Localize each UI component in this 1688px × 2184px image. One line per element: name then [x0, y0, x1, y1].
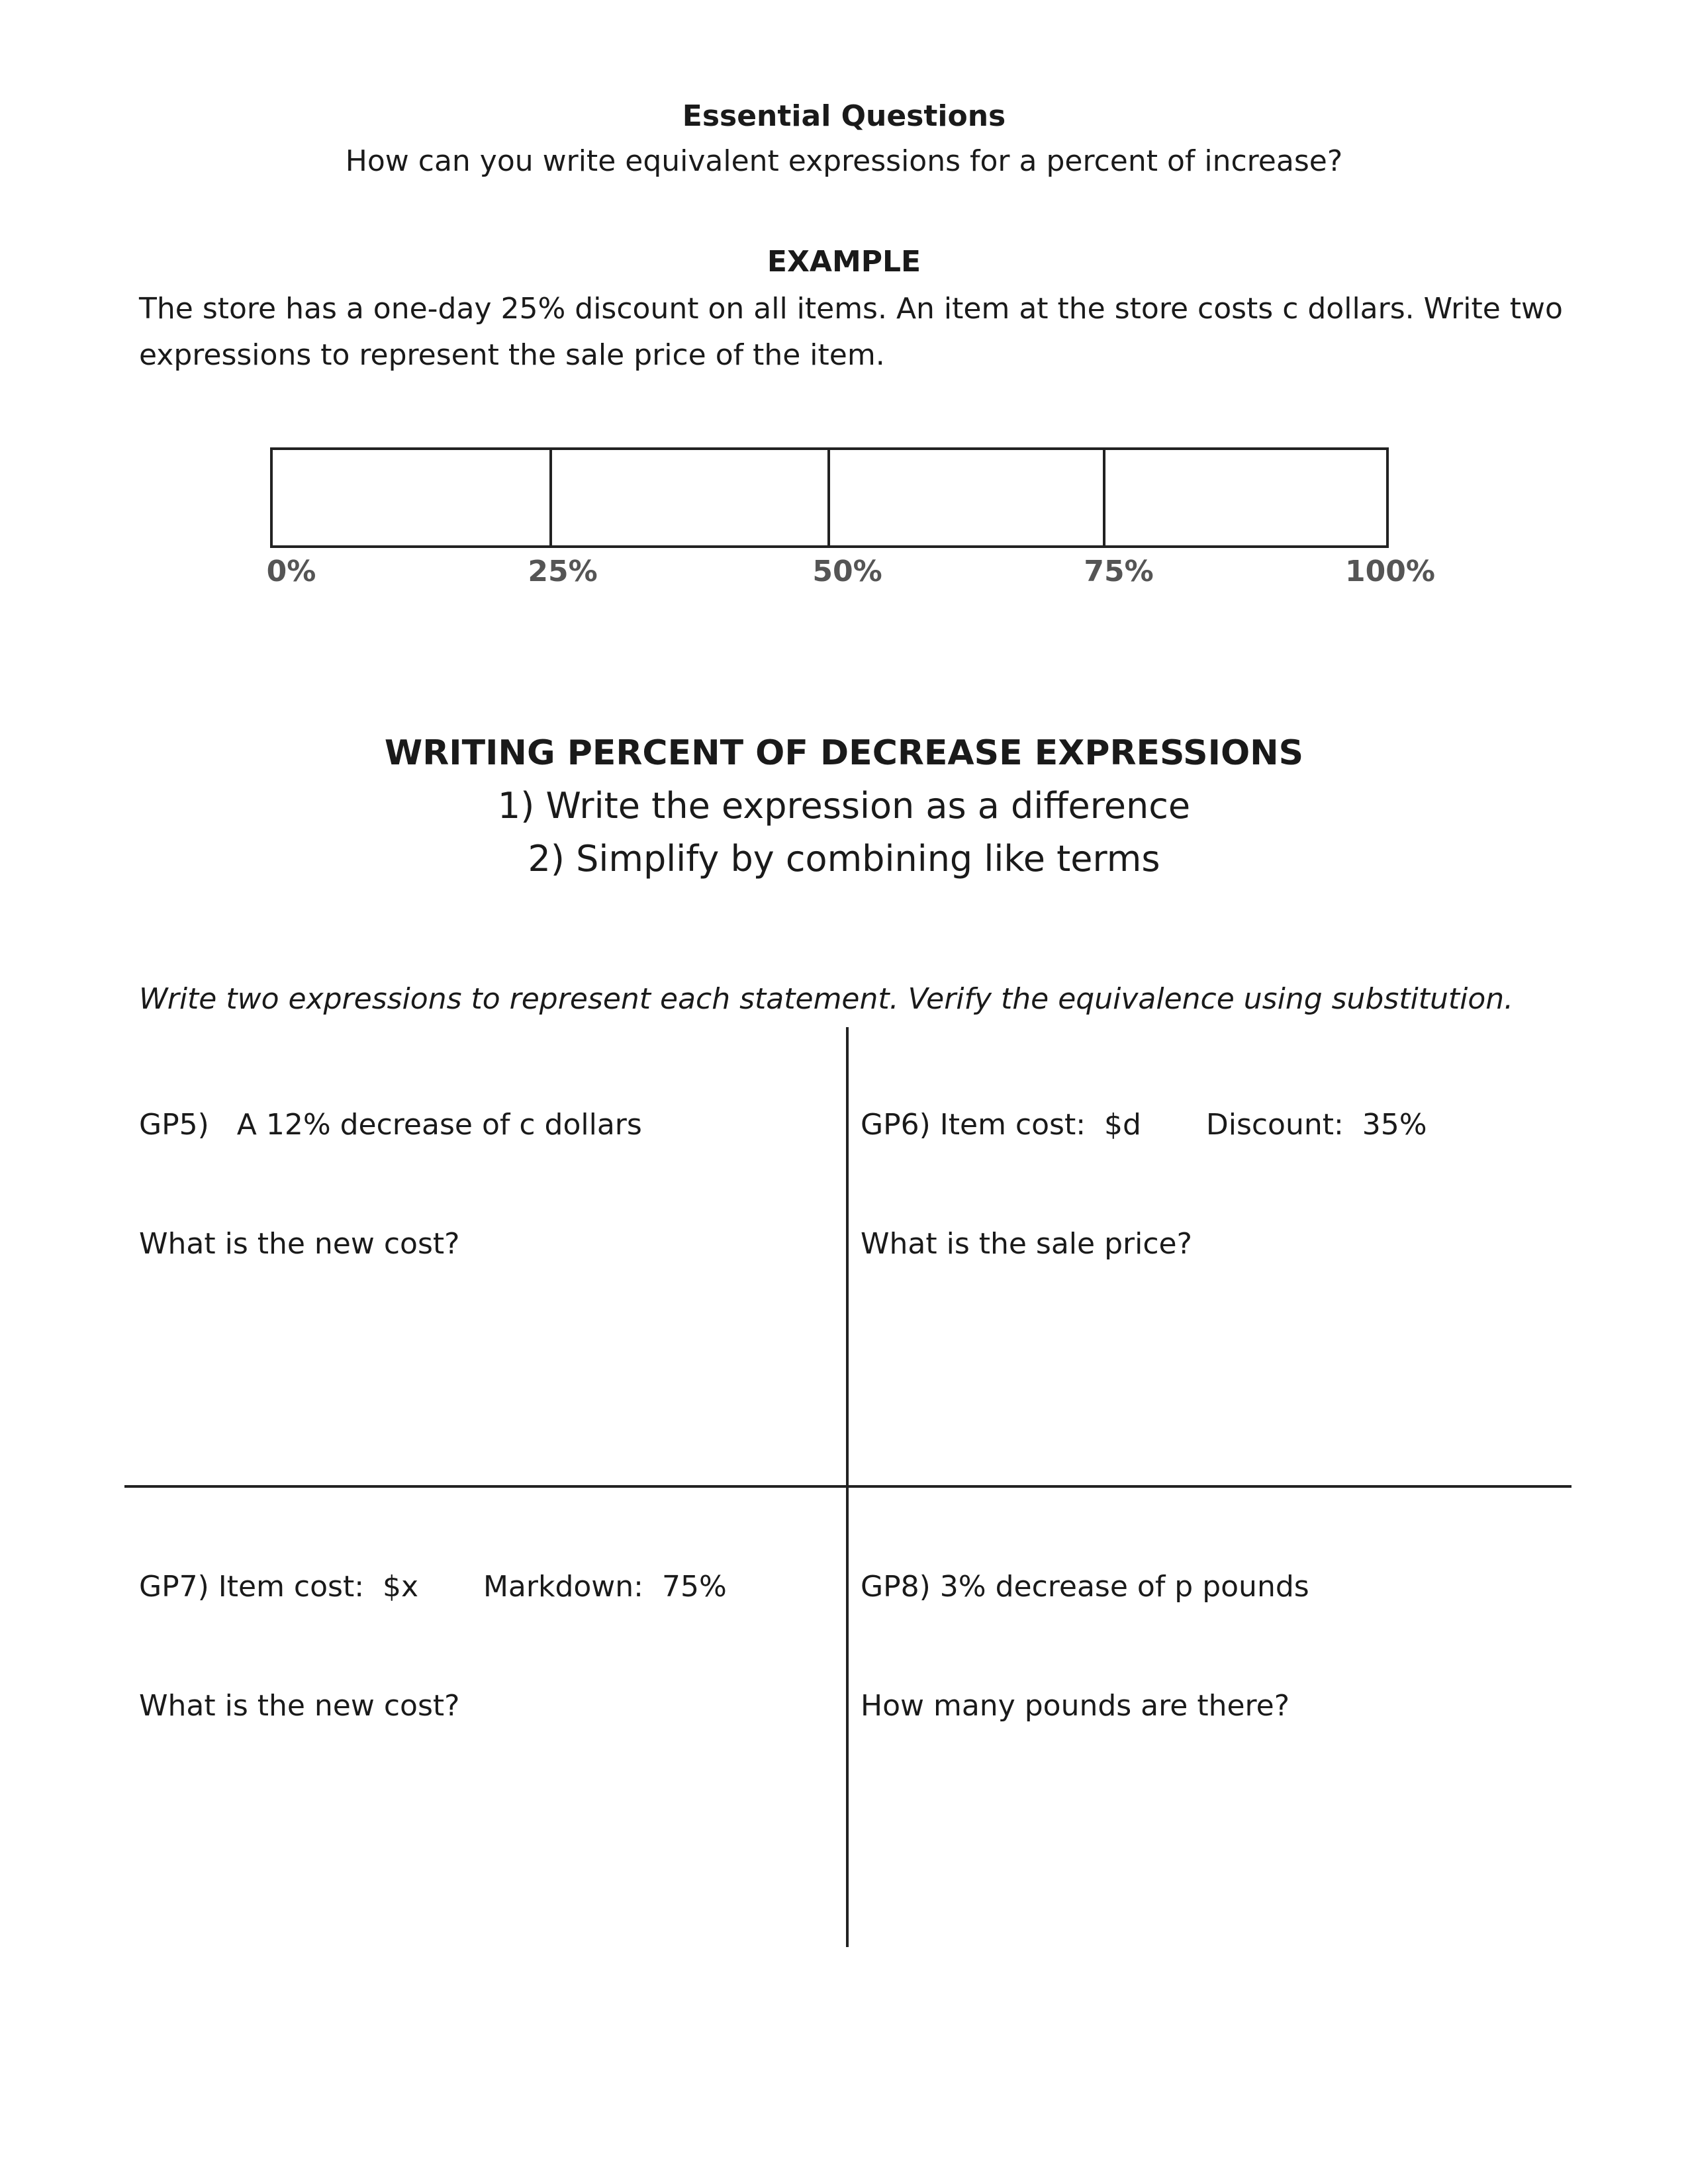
problem-gp5-question: What is the new cost? — [139, 1227, 460, 1261]
step-1: 1) Write the expression as a difference — [497, 785, 1191, 827]
section-heading: WRITING PERCENT OF DECREASE EXPRESSIONS — [384, 733, 1304, 773]
problem-gp5-statement: GP5) A 12% decrease of c dollars — [139, 1108, 642, 1142]
essential-questions-heading: Essential Questions — [682, 99, 1006, 133]
bar-divider — [1103, 450, 1105, 545]
example-problem: The store has a one-day 25% discount on all items. An item at the store costs c dollars. Write two expressions to represent the sale price of the item. — [139, 292, 1563, 372]
bar-divider — [549, 450, 552, 545]
example-heading: EXAMPLE — [767, 245, 921, 279]
instructions: Write two expressions to represent each statement. Verify the equivalence using substitution. — [139, 982, 1514, 1016]
bar-label-75: 75% — [1084, 555, 1154, 588]
problem-gp7-statement: GP7) Item cost: $x Markdown: 75% — [139, 1570, 727, 1604]
problem-gp6 — [861, 1026, 1427, 1304]
problem-gp8-statement: GP8) 3% decrease of p pounds — [861, 1570, 1309, 1604]
problem-gp8-question: How many pounds are there? — [861, 1689, 1290, 1723]
problem-gp7 — [139, 1488, 727, 1766]
problem-gp8 — [861, 1488, 1309, 1766]
bar-divider — [827, 450, 830, 545]
percent-bar — [270, 447, 1389, 548]
bar-label-100: 100% — [1345, 555, 1435, 588]
problem-gp6-statement: GP6) Item cost: $d Discount: 35% — [861, 1108, 1427, 1142]
bar-label-50: 50% — [812, 555, 882, 588]
problem-gp7-question: What is the new cost? — [139, 1689, 460, 1723]
essential-question: How can you write equivalent expressions for a percent of increase? — [345, 144, 1343, 178]
bar-label-0: 0% — [266, 555, 316, 588]
bar-label-25: 25% — [528, 555, 598, 588]
problem-gp5 — [139, 1026, 642, 1304]
step-2: 2) Simplify by combining like terms — [528, 838, 1160, 880]
problem-gp6-question: What is the sale price? — [861, 1227, 1192, 1261]
